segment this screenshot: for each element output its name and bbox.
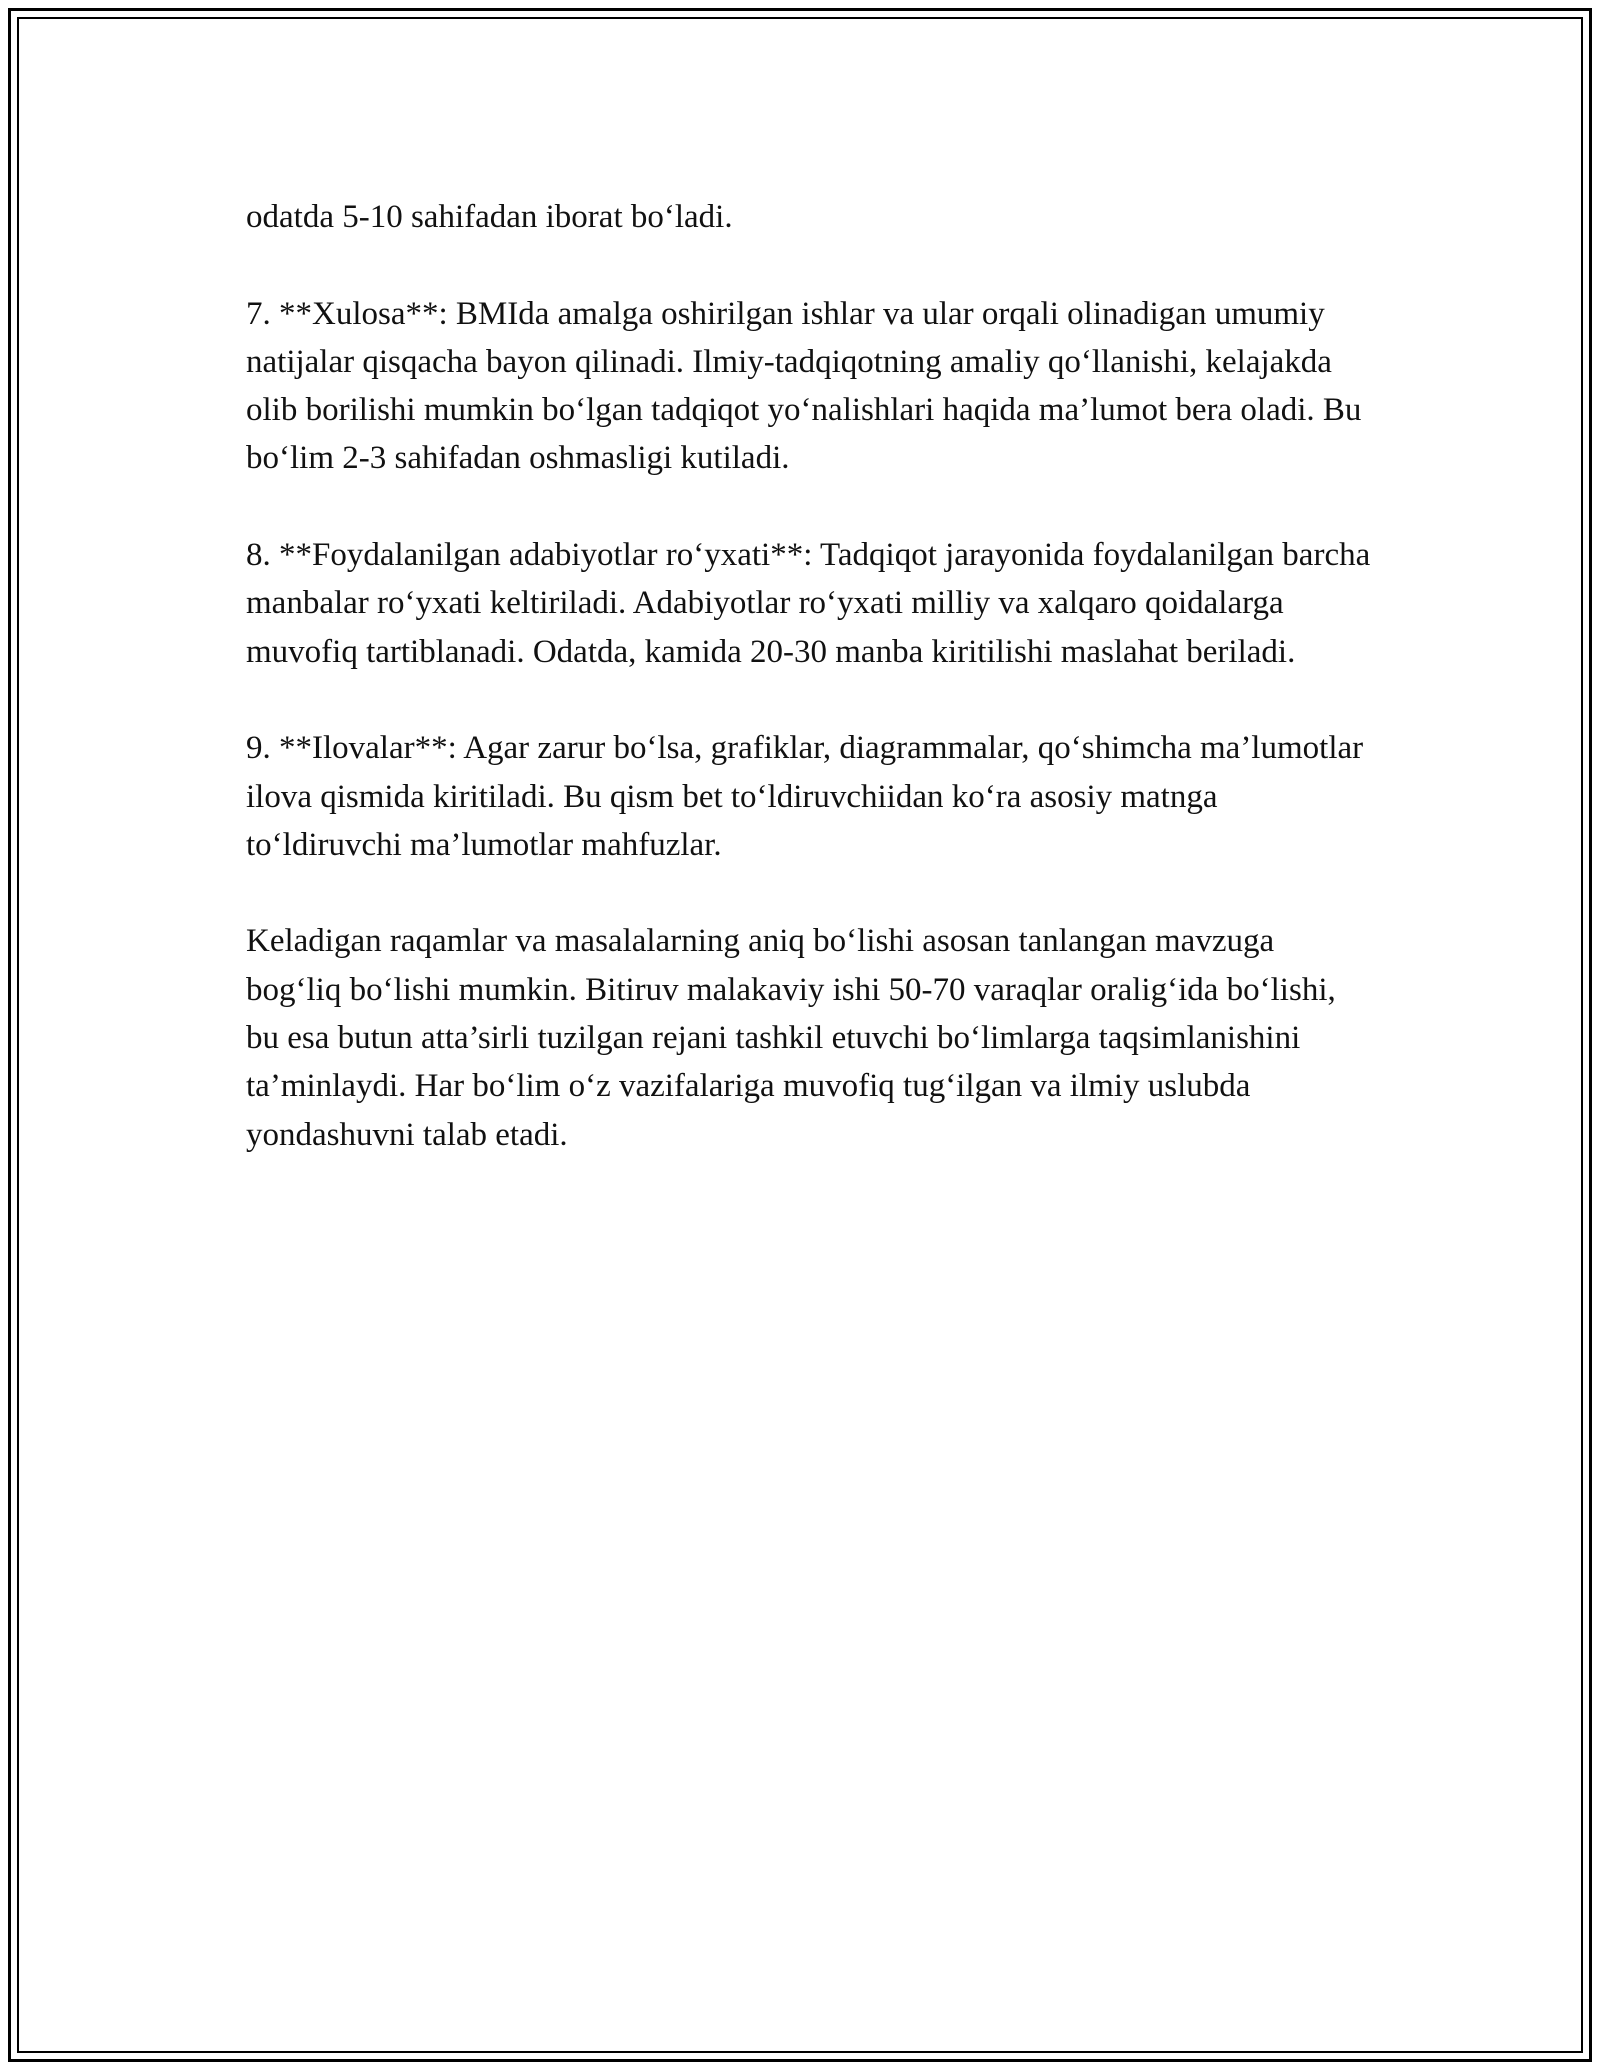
document-page — [8, 8, 1592, 2062]
document-body — [246, 193, 1376, 1207]
paragraph-continuation: odatda 5-10 sahifadan iborat bo‘ladi. — [246, 199, 733, 235]
paragraph-adabiyotlar: 8. **Foydalanilgan adabiyotlar ro‘yxati**: Tadqiqot jarayonida foydalanilgan barcha manbalar ro‘yxati keltiriladi. Adabiyotlar ro‘yxati milliy va xalqaro qoidalarga muvofiq tartiblanadi. Odatda, kamida 20-30 manba kiritilishi maslahat beriladi. — [246, 537, 1371, 670]
paragraph-ilovalar: 9. **Ilovalar**: Agar zarur bo‘lsa, grafiklar, diagrammalar, qo‘shimcha ma’lumotlar ilova qismida kiritiladi. Bu qism bet to‘ldiruvchiidan ko‘ra asosiy matnga to‘ldiruvchi ma’lumotlar mahfuzlar. — [246, 730, 1364, 863]
paragraph-xulosa: 7. **Xulosa**: BMIda amalga oshirilgan ishlar va ular orqali olinadigan umumiy natijalar qisqacha bayon qilinadi. Ilmiy-tadqiqotning amaliy qo‘llanishi, kelajakda olib borilishi mumkin bo‘lgan tadqiqot yo‘nalishlari haqida ma’lumot bera oladi. Bu bo‘lim 2-3 sahifadan oshmasligi kutiladi. — [246, 295, 1362, 477]
paragraph-conclusion: Keladigan raqamlar va masalalarning aniq bo‘lishi asosan tanlangan mavzuga bog‘liq bo‘lishi mumkin. Bitiruv malakaviy ishi 50-70 varaqlar oralig‘ida bo‘lishi, bu esa butun atta’sirli tuzilgan rejani tashkil etuvchi bo‘limlarga taqsimlanishini ta’minlaydi. Har bo‘lim o‘z vazifalariga muvofiq tug‘ilgan va ilmiy uslubda yondashuvni talab etadi. — [246, 923, 1336, 1153]
